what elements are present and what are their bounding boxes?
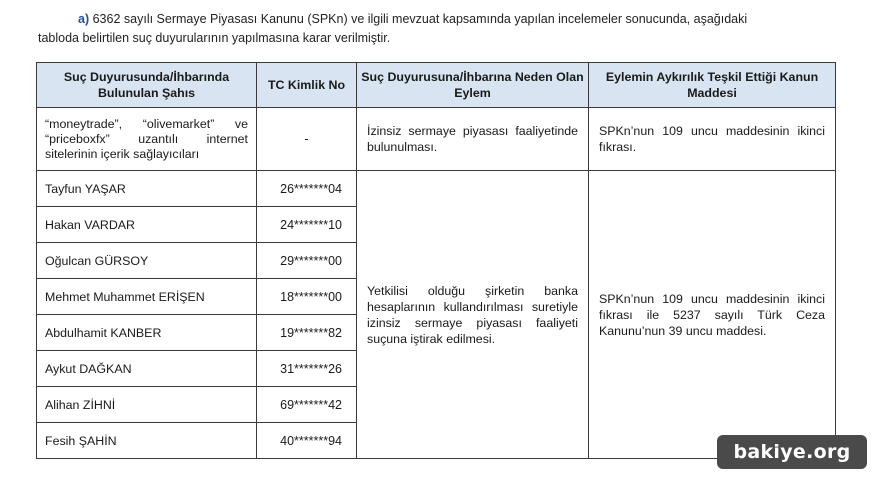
person-cell: Mehmet Muhammet ERİŞEN bbox=[37, 279, 257, 315]
person-cell: Fesih ŞAHİN bbox=[37, 423, 257, 459]
law-cell: SPKn’nun 109 uncu maddesinin ikinci fıkrası. bbox=[589, 108, 836, 171]
tc-cell: 69*******42 bbox=[257, 387, 357, 423]
tc-cell: - bbox=[257, 108, 357, 171]
intro-paragraph bbox=[38, 10, 838, 48]
intro-line-1: 6362 sayılı Sermaye Piyasası Kanunu (SPKn) ve ilgili mevzuat kapsamında yapılan incelemeler sonucunda, aşağıdaki bbox=[92, 12, 748, 26]
person-cell: Alihan ZİHNİ bbox=[37, 387, 257, 423]
header-law: Eylemin Aykırılık Teşkil Ettiği Kanun Maddesi bbox=[589, 63, 836, 108]
person-cell: “moneytrade”, “olivemarket” ve “priceboxfx” uzantılı internet sitelerinin içerik sağlayıcıları bbox=[37, 108, 257, 171]
group-action-cell: Yetkilisi olduğu şirketin banka hesaplarının kullandırılması suretiyle izinsiz sermaye piyasası faaliyeti suçuna iştirak edilmesi. bbox=[357, 171, 589, 459]
table-header-row bbox=[37, 63, 836, 108]
person-cell: Tayfun YAŞAR bbox=[37, 171, 257, 207]
header-action: Suç Duyurusuna/İhbarına Neden Olan Eylem bbox=[357, 63, 589, 108]
header-person: Suç Duyurusunda/İhbarında Bulunulan Şahıs bbox=[37, 63, 257, 108]
table-row bbox=[37, 108, 836, 171]
watermark-logo: bakiye.org bbox=[717, 435, 867, 469]
intro-line-2: tabloda belirtilen suç duyurularının yapılmasına karar verilmiştir. bbox=[38, 31, 391, 45]
tc-cell: 19*******82 bbox=[257, 315, 357, 351]
table-row bbox=[37, 171, 836, 207]
person-cell: Hakan VARDAR bbox=[37, 207, 257, 243]
person-cell: Aykut DAĞKAN bbox=[37, 351, 257, 387]
person-cell: Abdulhamit KANBER bbox=[37, 315, 257, 351]
item-label: a) bbox=[78, 12, 90, 26]
tc-cell: 40*******94 bbox=[257, 423, 357, 459]
person-cell: Oğulcan GÜRSOY bbox=[37, 243, 257, 279]
tc-cell: 18*******00 bbox=[257, 279, 357, 315]
tc-cell: 24*******10 bbox=[257, 207, 357, 243]
tc-cell: 31*******26 bbox=[257, 351, 357, 387]
tc-cell: 26*******04 bbox=[257, 171, 357, 207]
tc-cell: 29*******00 bbox=[257, 243, 357, 279]
header-tc: TC Kimlik No bbox=[257, 63, 357, 108]
complaints-table bbox=[36, 62, 836, 459]
group-law-cell: SPKn’nun 109 uncu maddesinin ikinci fıkrası ile 5237 sayılı Türk Ceza Kanunu’nun 39 uncu maddesi. bbox=[589, 171, 836, 459]
action-cell: İzinsiz sermaye piyasası faaliyetinde bulunulması. bbox=[357, 108, 589, 171]
